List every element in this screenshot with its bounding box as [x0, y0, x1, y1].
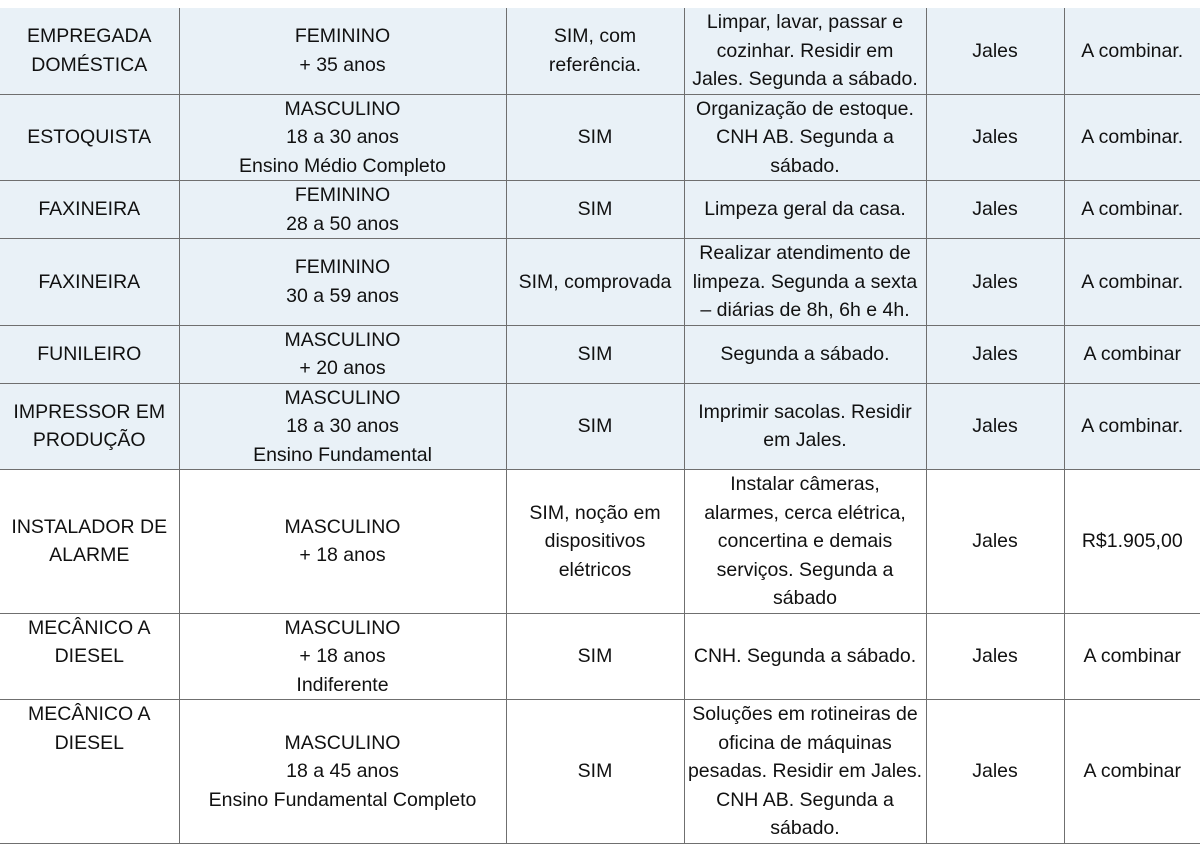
location-cell: [926, 181, 1064, 239]
experience-cell: [506, 613, 684, 700]
activities-cell: [684, 470, 926, 614]
location-text: Jales: [972, 530, 1018, 552]
job-title-text: FAXINEIRA: [38, 198, 141, 221]
activities-cell: [684, 383, 926, 470]
table-row: [0, 8, 1200, 94]
job-title-text: FUNILEIRO: [37, 342, 142, 365]
salary-text: R$1.905,00: [1081, 530, 1183, 552]
experience-text: referência.: [548, 53, 642, 76]
job-title-text: ESTOQUISTA: [27, 126, 152, 148]
experience-text: SIM, noção em: [529, 501, 661, 524]
experience-cell: [506, 8, 684, 94]
experience-cell: [506, 94, 684, 181]
activities-text: Limpeza geral da casa.: [704, 198, 906, 221]
profile-text: MASCULINO: [284, 97, 401, 120]
table-row: [0, 239, 1200, 326]
activities-text: Segunda a sábado.: [720, 342, 890, 365]
job-title-text: MECÂNICO A: [28, 616, 151, 639]
job-title-text: ALARME: [49, 544, 130, 567]
experience-cell: [506, 700, 684, 844]
job-title-cell: [0, 239, 179, 326]
activities-text: Imprimir sacolas. Residir: [698, 400, 912, 423]
activities-text: Soluções em rotineiras de: [692, 703, 918, 725]
profile-text: 18 a 30 anos: [286, 415, 399, 437]
job-title-text: PRODUÇÃO: [32, 429, 146, 452]
job-title-cell: [0, 383, 179, 470]
table-row: [0, 383, 1200, 470]
location-text: Jales: [972, 270, 1018, 293]
profile-cell: [179, 613, 506, 700]
profile-text: FEMININO: [294, 256, 391, 279]
job-title-text: EMPREGADA: [26, 25, 152, 48]
activities-text: Instalar câmeras,: [730, 473, 880, 495]
salary-text: A combinar: [1083, 342, 1182, 365]
table-row: [0, 94, 1200, 181]
salary-cell: [1064, 470, 1200, 614]
salary-cell: [1064, 239, 1200, 326]
profile-text: MASCULINO: [284, 328, 401, 351]
profile-cell: [179, 181, 506, 239]
location-cell: [926, 94, 1064, 181]
experience-text: elétricos: [558, 558, 632, 581]
experience-cell: [506, 239, 684, 326]
experience-text: SIM, comprovada: [518, 270, 672, 293]
activities-cell: [684, 181, 926, 239]
activities-cell: [684, 94, 926, 181]
table-row: [0, 700, 1200, 844]
salary-text: A combinar.: [1081, 270, 1184, 293]
activities-text: Organização de estoque.: [696, 97, 914, 120]
profile-text: Ensino Fundamental: [253, 443, 432, 466]
location-text: Jales: [972, 342, 1018, 365]
profile-cell: [179, 94, 506, 181]
activities-text: serviços. Segunda a: [716, 558, 894, 581]
location-cell: [926, 325, 1064, 383]
experience-text: SIM: [577, 198, 613, 221]
activities-text: CNH AB. Segunda a: [716, 126, 894, 148]
table-row: [0, 181, 1200, 239]
location-text: Jales: [972, 126, 1018, 148]
profile-text: 18 a 30 anos: [286, 126, 399, 148]
profile-cell: [179, 383, 506, 470]
experience-text: SIM: [577, 126, 613, 148]
table-row: [0, 470, 1200, 614]
profile-text: + 20 anos: [299, 357, 386, 379]
job-title-text: DOMÉSTICA: [31, 53, 148, 76]
location-cell: [926, 700, 1064, 844]
location-text: Jales: [972, 198, 1018, 221]
profile-text: 18 a 45 anos: [286, 760, 399, 782]
location-cell: [926, 383, 1064, 470]
job-title-cell: [0, 700, 179, 844]
salary-text: A combinar.: [1081, 198, 1184, 221]
salary-cell: [1064, 94, 1200, 181]
location-cell: [926, 470, 1064, 614]
profile-text: MASCULINO: [284, 386, 401, 409]
activities-text: Realizar atendimento de: [699, 242, 911, 264]
salary-cell: [1064, 700, 1200, 844]
job-title-cell: [0, 470, 179, 614]
job-listings-sheet: [0, 8, 1200, 844]
activities-text: limpeza. Segunda a sexta: [692, 270, 918, 293]
profile-text: Ensino Fundamental Completo: [208, 788, 477, 811]
job-title-text: IMPRESSOR EM: [13, 400, 166, 423]
location-text: Jales: [972, 39, 1018, 62]
salary-text: A combinar: [1083, 645, 1182, 667]
profile-text: + 18 anos: [299, 544, 386, 567]
profile-text: + 35 anos: [299, 53, 386, 76]
activities-text: sábado.: [770, 817, 840, 839]
job-title-cell: [0, 94, 179, 181]
activities-text: sábado.: [770, 154, 840, 177]
salary-cell: [1064, 325, 1200, 383]
experience-text: SIM, com: [553, 25, 637, 48]
activities-cell: [684, 613, 926, 700]
salary-cell: [1064, 613, 1200, 700]
location-cell: [926, 8, 1064, 94]
location-text: Jales: [972, 760, 1018, 782]
salary-text: A combinar.: [1081, 415, 1184, 437]
activities-text: oficina de máquinas: [718, 731, 892, 754]
profile-text: 30 a 59 anos: [286, 284, 399, 307]
experience-cell: [506, 470, 684, 614]
job-title-cell: [0, 613, 179, 700]
activities-text: alarmes, cerca elétrica,: [704, 501, 906, 524]
location-text: Jales: [972, 415, 1018, 437]
activities-text: concertina e demais: [717, 530, 893, 552]
activities-text: cozinhar. Residir em: [716, 39, 894, 62]
table-body: [0, 8, 1200, 843]
profile-text: MASCULINO: [284, 515, 401, 538]
experience-text: SIM: [577, 760, 613, 782]
activities-text: Jales. Segunda a sábado.: [692, 68, 918, 90]
activities-text: pesadas. Residir em Jales.: [687, 760, 923, 782]
profile-cell: [179, 700, 506, 844]
location-cell: [926, 613, 1064, 700]
activities-text: CNH. Segunda a sábado.: [693, 645, 917, 667]
activities-text: – diárias de 8h, 6h e 4h.: [700, 299, 910, 321]
profile-text: Indiferente: [296, 673, 389, 696]
activities-cell: [684, 700, 926, 844]
profile-text: Ensino Médio Completo: [238, 154, 447, 177]
job-listings-table: [0, 8, 1200, 844]
profile-cell: [179, 470, 506, 614]
salary-text: A combinar.: [1081, 39, 1184, 62]
activities-cell: [684, 8, 926, 94]
job-title-text: DIESEL: [54, 645, 124, 667]
salary-cell: [1064, 181, 1200, 239]
experience-text: dispositivos: [544, 530, 646, 552]
job-title-cell: [0, 8, 179, 94]
profile-text: MASCULINO: [284, 731, 401, 754]
profile-cell: [179, 239, 506, 326]
job-title-text: INSTALADOR DE: [11, 515, 168, 538]
profile-text: FEMININO: [294, 25, 391, 48]
experience-text: SIM: [577, 415, 613, 437]
job-title-text: FAXINEIRA: [38, 270, 141, 293]
salary-text: A combinar: [1083, 760, 1182, 782]
activities-text: Limpar, lavar, passar e: [706, 11, 904, 33]
table-row: [0, 613, 1200, 700]
profile-cell: [179, 325, 506, 383]
activities-cell: [684, 325, 926, 383]
job-title-cell: [0, 181, 179, 239]
location-text: Jales: [972, 645, 1018, 667]
experience-cell: [506, 181, 684, 239]
experience-text: SIM: [577, 645, 613, 667]
experience-text: SIM: [577, 342, 613, 365]
activities-text: sábado: [773, 587, 837, 609]
profile-cell: [179, 8, 506, 94]
profile-text: MASCULINO: [284, 616, 401, 639]
salary-cell: [1064, 8, 1200, 94]
salary-cell: [1064, 383, 1200, 470]
activities-text: CNH AB. Segunda a: [716, 788, 894, 811]
location-cell: [926, 239, 1064, 326]
profile-text: + 18 anos: [299, 645, 386, 667]
profile-text: FEMININO: [294, 184, 391, 206]
job-title-text: DIESEL: [54, 731, 124, 754]
job-title-text: MECÂNICO A: [28, 703, 151, 725]
experience-cell: [506, 383, 684, 470]
profile-text: 28 a 50 anos: [286, 212, 399, 235]
activities-cell: [684, 239, 926, 326]
job-title-cell: [0, 325, 179, 383]
salary-text: A combinar.: [1081, 126, 1184, 148]
table-row: [0, 325, 1200, 383]
activities-text: em Jales.: [763, 429, 847, 452]
experience-cell: [506, 325, 684, 383]
